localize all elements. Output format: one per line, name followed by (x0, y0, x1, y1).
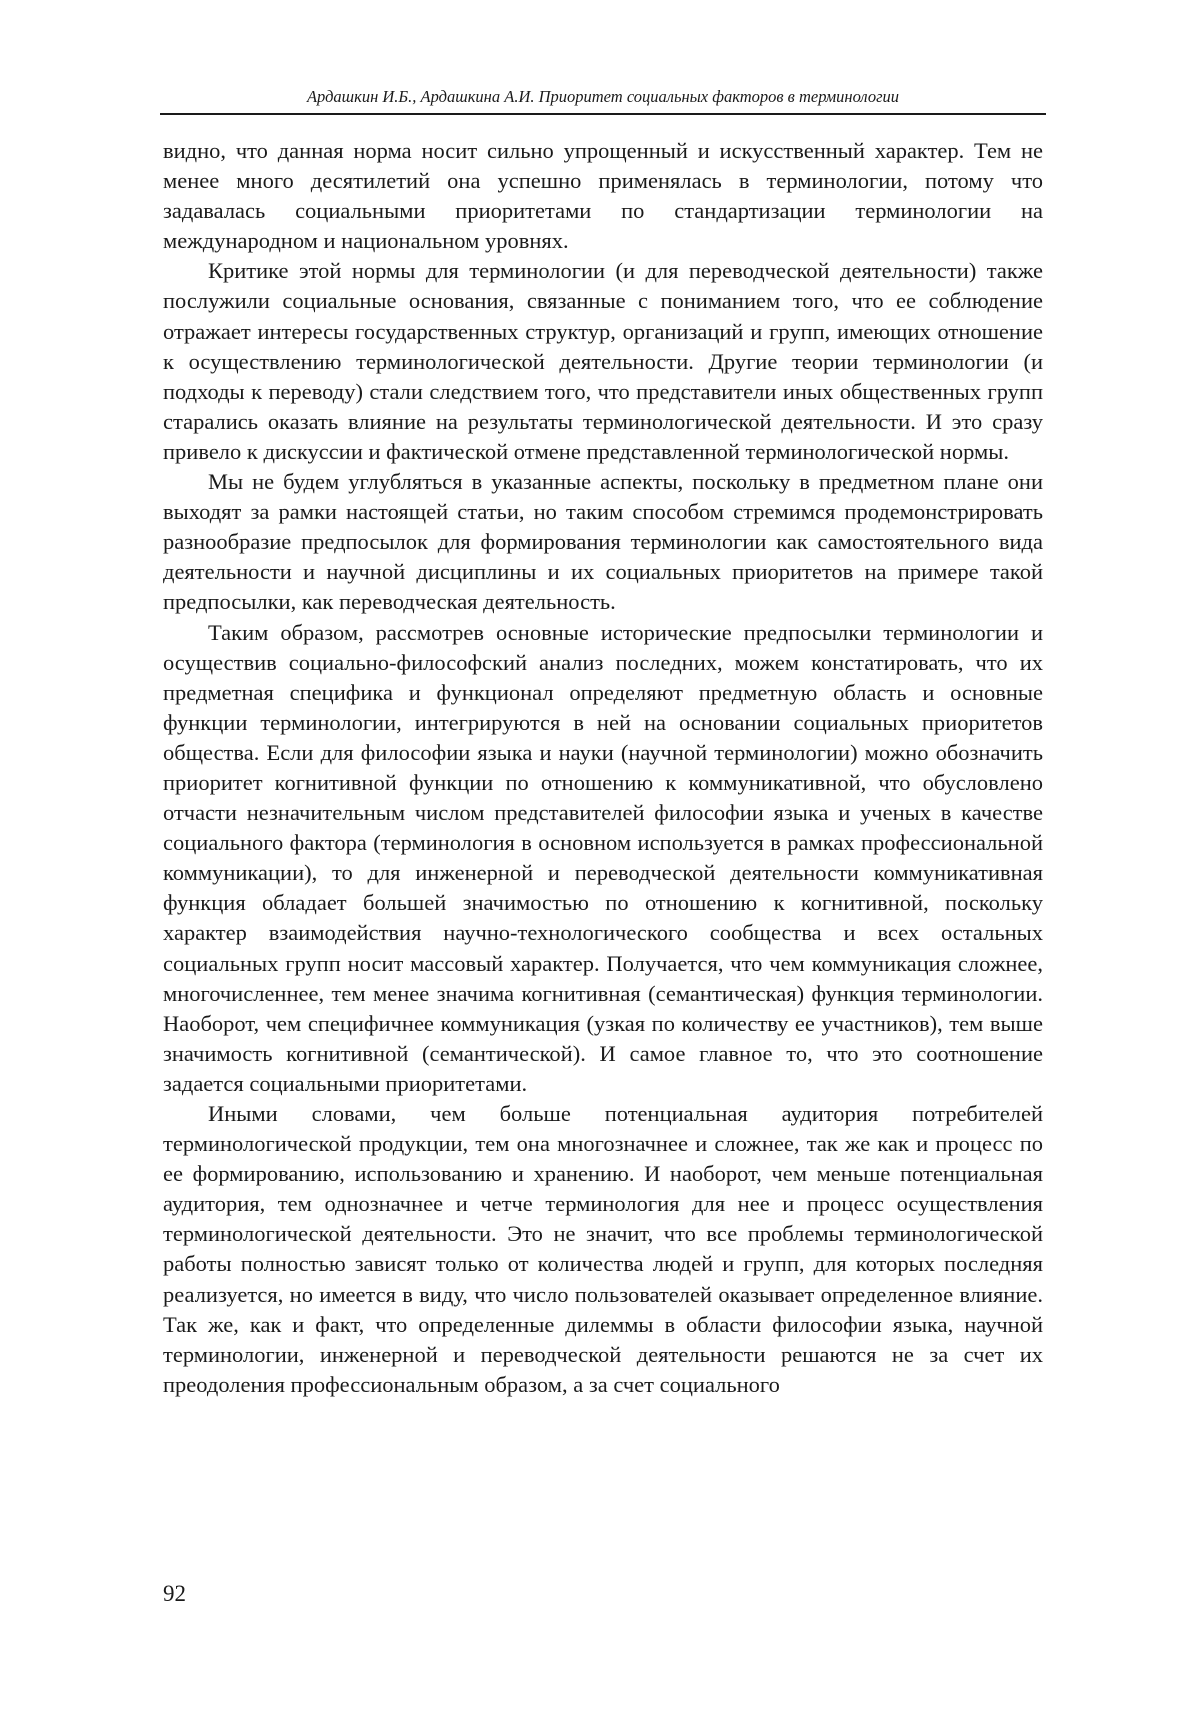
paragraph-1: видно, что данная норма носит сильно упрощенный и искусственный характер. Тем не менее много десятилетий она успешно применялась в терминологии, потому что задавалась социальными приоритетами по стандартизации терминологии на международном и национальном уровнях. (163, 138, 1043, 254)
paragraph-4: Таким образом, рассмотрев основные исторические предпосылки терминологии и осуществив социально-философский анализ последних, можем констатировать, что их предметная специфика и функционал определяют предметную область и основные функции терминологии, интегрируются в ней на основании социальных приоритетов общества. Если для философии языка и науки (научной терминологии) можно обозначить приоритет когнитивной функции по отношению к коммуникативной, что обусловлено отчасти незначительным числом представителей философии языка и ученых в качестве социального фактора (терминология в основном используется в рамках профессиональной коммуникации), то для инженерной и переводческой деятельности коммуникативная функция обладает большей значимостью по отношению к когнитивной, поскольку характер взаимодействия научно-технологического сообщества и всех остальных социальных групп носит массовый характер. Получается, что чем коммуникация сложнее, многочисленнее, тем менее значима когнитивная (семантическая) функция терминологии. Наоборот, чем специфичнее коммуникация (узкая по количеству ее участников), тем выше значимость когнитивной (семантической). И самое главное то, что это соотношение задается социальными приоритетами. (163, 619, 1043, 1096)
running-header: Ардашкин И.Б., Ардашкина А.И. Приоритет социальных факторов в терминологии (306, 87, 900, 106)
body-text (163, 136, 1043, 1400)
paragraph-2: Критике этой нормы для терминологии (и для переводческой деятельности) также послужили социальные основания, связанные с пониманием того, что ее соблюдение отражает интересы государственных структур, организаций и групп, имеющих отношение к осуществлению терминологической деятельности. Другие теории терминологии (и подходы к переводу) стали следствием того, что представители иных общественных групп старались оказать влияние на результаты терминологической деятельности. И это сразу привело к дискуссии и фактической отмене представленной терминологической нормы. (163, 258, 1043, 464)
paragraph-3: Мы не будем углубляться в указанные аспекты, поскольку в предметном плане они выходят за рамки настоящей статьи, но таким способом стремимся продемонстрировать разнообразие предпосылок для формирования терминологии как самостоятельного вида деятельности и научной дисциплины и их социальных приоритетов на примере такой предпосылки, как переводческая деятельность. (163, 469, 1043, 615)
page-number: 92 (163, 1581, 186, 1606)
header-rule (160, 113, 1046, 115)
paragraph-5: Иными словами, чем больше потенциальная аудитория потребителей терминологической продукции, тем она многозначнее и сложнее, так же как и процесс по ее формированию, использованию и хранению. И наоборот, чем меньше потенциальная аудитория, тем однозначнее и четче терминология для нее и процесс осуществления терминологической деятельности. Это не значит, что все проблемы терминологической работы полностью зависят только от количества людей и групп, для которых последняя реализуется, но имеется в виду, что число пользователей оказывает определенное влияние. Так же, как и факт, что определенные дилеммы в области философии языка, научной терминологии, инженерной и переводческой деятельности решаются не за счет их преодоления профессиональным образом, а за счет социального (163, 1101, 1043, 1397)
